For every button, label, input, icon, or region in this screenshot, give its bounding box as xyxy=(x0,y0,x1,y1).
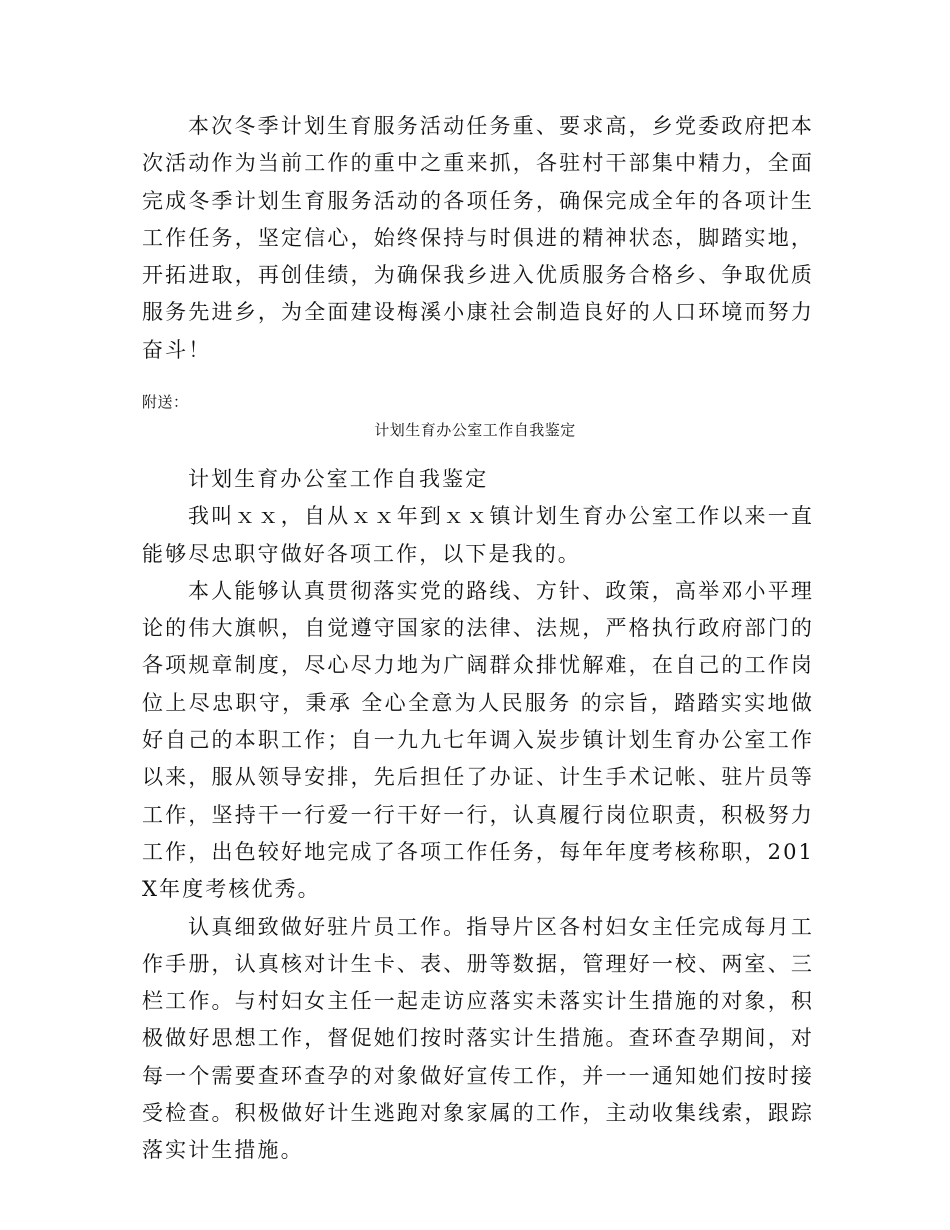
intro-paragraph: 本次冬季计划生育服务活动任务重、要求高，乡党委政府把本次活动作为当前工作的重中之重来抓，各驻村干部集中精力，全面完成冬季计划生育服务活动的各项任务，确保完成全年的各项计生工作任务，坚定信心，始终保持与时俱进的精神状态，脚踏实地，开拓进取，再创佳绩，为确保我乡进入优质服务合格乡、争取优质服务先进乡，为全面建设梅溪小康社会制造良好的人口环境而努力奋斗！ xyxy=(142,114,814,362)
section-heading: 计划生育办公室工作自我鉴定 xyxy=(188,467,489,491)
intro-section xyxy=(142,108,814,369)
body-paragraph-2: 本人能够认真贯彻落实党的路线、方针、政策，高举邓小平理论的伟大旗帜，自觉遵守国家的法律、法规，严格执行政府部门的各项规章制度，尽心尽力地为广阔群众排忧解难，在自己的工作岗位上尽忠职守，秉承 全心全意为人民服务 的宗旨，踏踏实实地做好自己的本职工作；自一九九七年调入炭步镇计划生育办公室工作以来，服从领导安排，先后担任了办证、计生手术记帐、驻片员等工作，坚持干一行爱一行干好一行，认真履行岗位职责，积极努力工作，出色较好地完成了各项工作任务，每年年度考核称职，201X年度考核优秀。 xyxy=(142,578,814,902)
body-paragraph-1: 我叫ｘｘ，自从ｘｘ年到ｘｘ镇计划生育办公室工作以来一直能够尽忠职守做好各项工作，以下是我的。 xyxy=(142,504,814,566)
appendix-title: 计划生育办公室工作自我鉴定 xyxy=(374,421,576,439)
appendix-label: 附送： xyxy=(142,393,189,411)
self-evaluation-section xyxy=(142,461,814,1170)
body-paragraph-3: 认真细致做好驻片员工作。指导片区各村妇女主任完成每月工作手册，认真核对计生卡、表、册等数据，管理好一校、两室、三栏工作。与村妇女主任一起走访应落实未落实计生措施的对象，积极做好思想工作，督促她们按时落实计生措施。查环查孕期间，对每一个需要查环查孕的对象做好宣传工作，并一一通知她们按时接受检查。积极做好计生逃跑对象家属的工作，主动收集线索，跟踪落实计生措施。 xyxy=(142,914,814,1163)
